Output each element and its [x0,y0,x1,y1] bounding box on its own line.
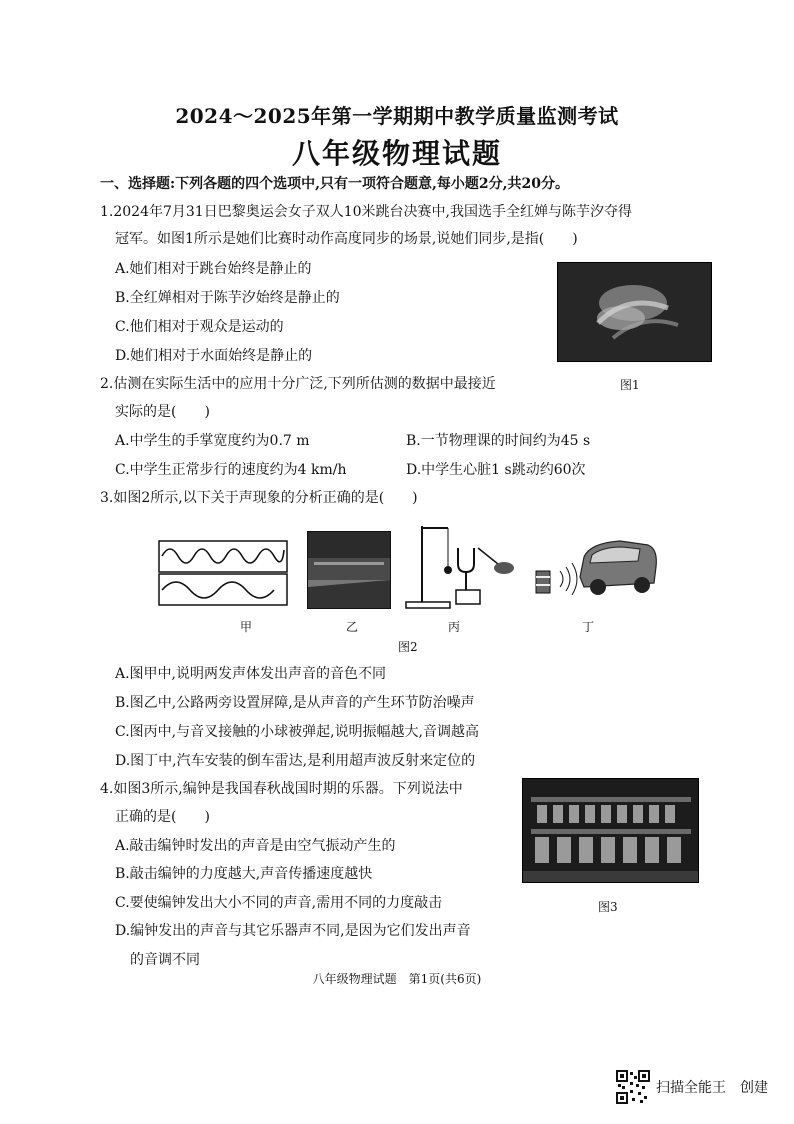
q4-stem-line1: 4.如图3所示,编钟是我国春秋战国时期的乐器。下列说法中 [100,781,463,797]
q2-option-d: D.中学生心脏1 s跳动约60次 [406,462,586,478]
figure-2-label-yi: 乙 [346,620,359,634]
q1-option-a: A.她们相对于跳台始终是静止的 [115,261,312,277]
q1-stem-line1: 1.2024年7月31日巴黎奥运会女子双人10米跳台决赛中,我国选手全红婵与陈芋汐夺得 [100,204,632,220]
scanner-watermark [616,1070,768,1104]
figure-2-label-ding: 丁 [582,620,595,634]
figure-1-diving-photo [557,262,712,362]
q1-option-b: B.全红婵相对于陈芋汐始终是静止的 [115,290,340,306]
q1-stem-line2: 冠军。如图1所示是她们比赛时动作高度同步的场景,说她们同步,是指( ) [115,231,578,247]
figure-1-caption: 图1 [620,378,640,392]
exam-title: 2024～2025年第一学期期中教学质量监测考试 [175,104,619,128]
q2-stem-line2: 实际的是( ) [115,404,210,420]
qr-code-icon [616,1070,650,1104]
q3-option-c: C.图丙中,与音叉接触的小球被弹起,说明振幅越大,音调越高 [115,724,480,740]
figure-2-caption: 图2 [398,640,418,654]
figure-2-jia-waveforms [158,540,288,606]
figure-3-caption: 图3 [598,900,618,914]
q2-stem-line1: 2.估测在实际生活中的应用十分广泛,下列所估测的数据中最接近 [100,376,496,392]
q2-option-b: B.一节物理课的时间约为45 s [406,433,591,449]
section-heading: 一、选择题:下列各题的四个选项中,只有一项符合题意,每小题2分,共20分。 [100,176,570,192]
q3-option-d: D.图丁中,汽车安装的倒车雷达,是利用超声波反射来定位的 [115,753,476,769]
q3-option-a: A.图甲中,说明两发声体发出声音的音色不同 [115,666,387,682]
q4-option-a: A.敲击编钟时发出的声音是由空气振动产生的 [115,838,396,854]
figure-3-bianzhong-photo [522,778,699,883]
figure-2-label-jia: 甲 [240,620,253,634]
q4-option-d-line1: D.编钟发出的声音与其它乐器声不同,是因为它们发出声音 [115,923,471,939]
q4-option-d-line2: 的音调不同 [130,952,200,968]
q3-option-b: B.图乙中,公路两旁设置屏障,是从声音的产生环节防治噪声 [115,695,475,711]
q2-option-c: C.中学生正常步行的速度约为4 km/h [115,462,347,478]
q3-stem: 3.如图2所示,以下关于声现象的分析正确的是( ) [100,490,418,506]
scanner-label: 扫描全能王 创建 [656,1080,768,1096]
q4-option-c: C.要使编钟发出大小不同的声音,需用不同的力度敲击 [115,895,443,911]
q4-stem-line2: 正确的是( ) [115,809,210,825]
q4-option-b: B.敲击编钟的力度越大,声音传播速度越快 [115,866,373,882]
q1-option-c: C.他们相对于观众是运动的 [115,319,284,335]
subject-title: 八年级物理试题 [291,137,502,170]
q1-option-d: D.她们相对于水面始终是静止的 [115,348,313,364]
figure-2-ding-car-reverse-radar [530,527,660,607]
figure-2-bing-tuning-fork [402,520,522,610]
figure-2-yi-highway-photo [307,531,391,609]
q2-option-a: A.中学生的手掌宽度约为0.7 m [115,433,310,449]
page-footer: 八年级物理试题 第1页(共6页) [312,972,482,986]
figure-2-label-bing: 丙 [448,620,461,634]
